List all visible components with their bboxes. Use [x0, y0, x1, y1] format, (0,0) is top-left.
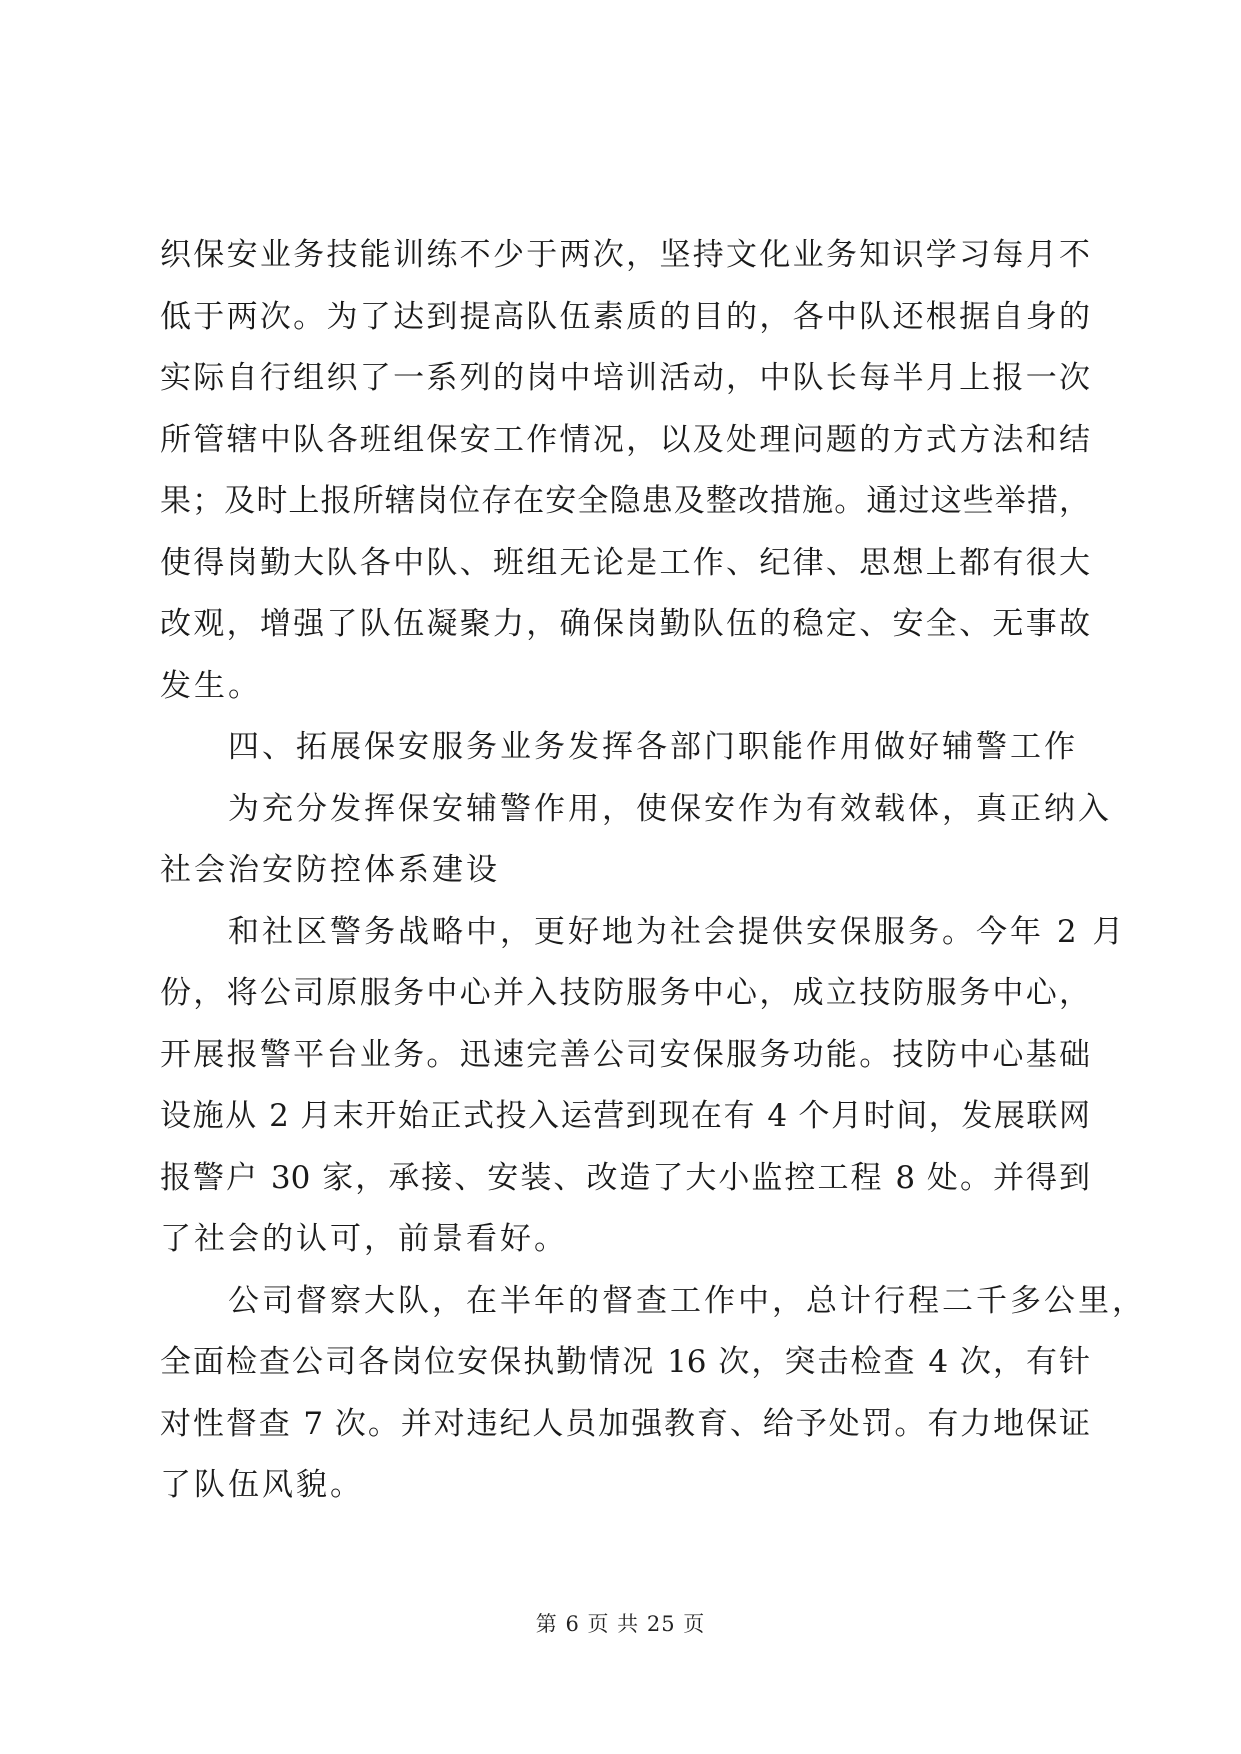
text-line: 为充分发挥保安辅警作用，使保安作为有效载体，真正纳入 — [228, 790, 1112, 827]
text-line: 发生。 — [160, 667, 262, 704]
text-line: 社会治安防控体系建设 — [160, 852, 500, 888]
text-line: 对性督查 7 次。并对违纪人员加强教育、给予处罚。有力地保证 — [160, 1405, 1090, 1442]
text-line: 公司督察大队，在半年的督查工作中，总计行程二千多公里， — [228, 1282, 1146, 1319]
text-line: 果；及时上报所辖岗位存在安全隐患及整改措施。通过这些举措， — [160, 483, 1090, 519]
text-line: 份，将公司原服务中心并入技防服务中心，成立技防服务中心， — [160, 975, 1090, 1011]
text-line: 设施从 2 月末开始正式投入运营到现在有 4 个月时间，发展联网 — [160, 1098, 1090, 1134]
section-heading: 四、拓展保安服务业务发挥各部门职能作用做好辅警工作 — [228, 729, 1078, 765]
text-line: 改观，增强了队伍凝聚力，确保岗勤队伍的稳定、安全、无事故 — [160, 606, 1090, 642]
document-body — [160, 225, 1146, 1517]
text-line: 开展报警平台业务。迅速完善公司安保服务功能。技防中心基础 — [160, 1036, 1090, 1073]
text-line: 了社会的认可，前景看好。 — [160, 1221, 568, 1257]
text-line: 低于两次。为了达到提高队伍素质的目的，各中队还根据自身的 — [160, 298, 1090, 335]
text-line: 使得岗勤大队各中队、班组无论是工作、纪律、思想上都有很大 — [160, 544, 1090, 581]
text-line: 全面检查公司各岗位安保执勤情况 16 次，突击检查 4 次，有针 — [160, 1344, 1090, 1380]
text-line: 实际自行组织了一系列的岗中培训活动，中队长每半月上报一次 — [160, 360, 1090, 396]
text-line: 了队伍风貌。 — [160, 1467, 364, 1503]
text-line: 报警户 30 家，承接、安装、改造了大小监控工程 8 处。并得到 — [160, 1159, 1090, 1196]
text-line: 所管辖中队各班组保安工作情况，以及处理问题的方式方法和结 — [160, 421, 1090, 458]
page-number-footer: 第 6 页 共 25 页 — [535, 1612, 706, 1636]
text-line: 和社区警务战略中，更好地为社会提供安保服务。今年 2 月 — [228, 913, 1127, 950]
text-line: 织保安业务技能训练不少于两次，坚持文化业务知识学习每月不 — [160, 237, 1090, 273]
